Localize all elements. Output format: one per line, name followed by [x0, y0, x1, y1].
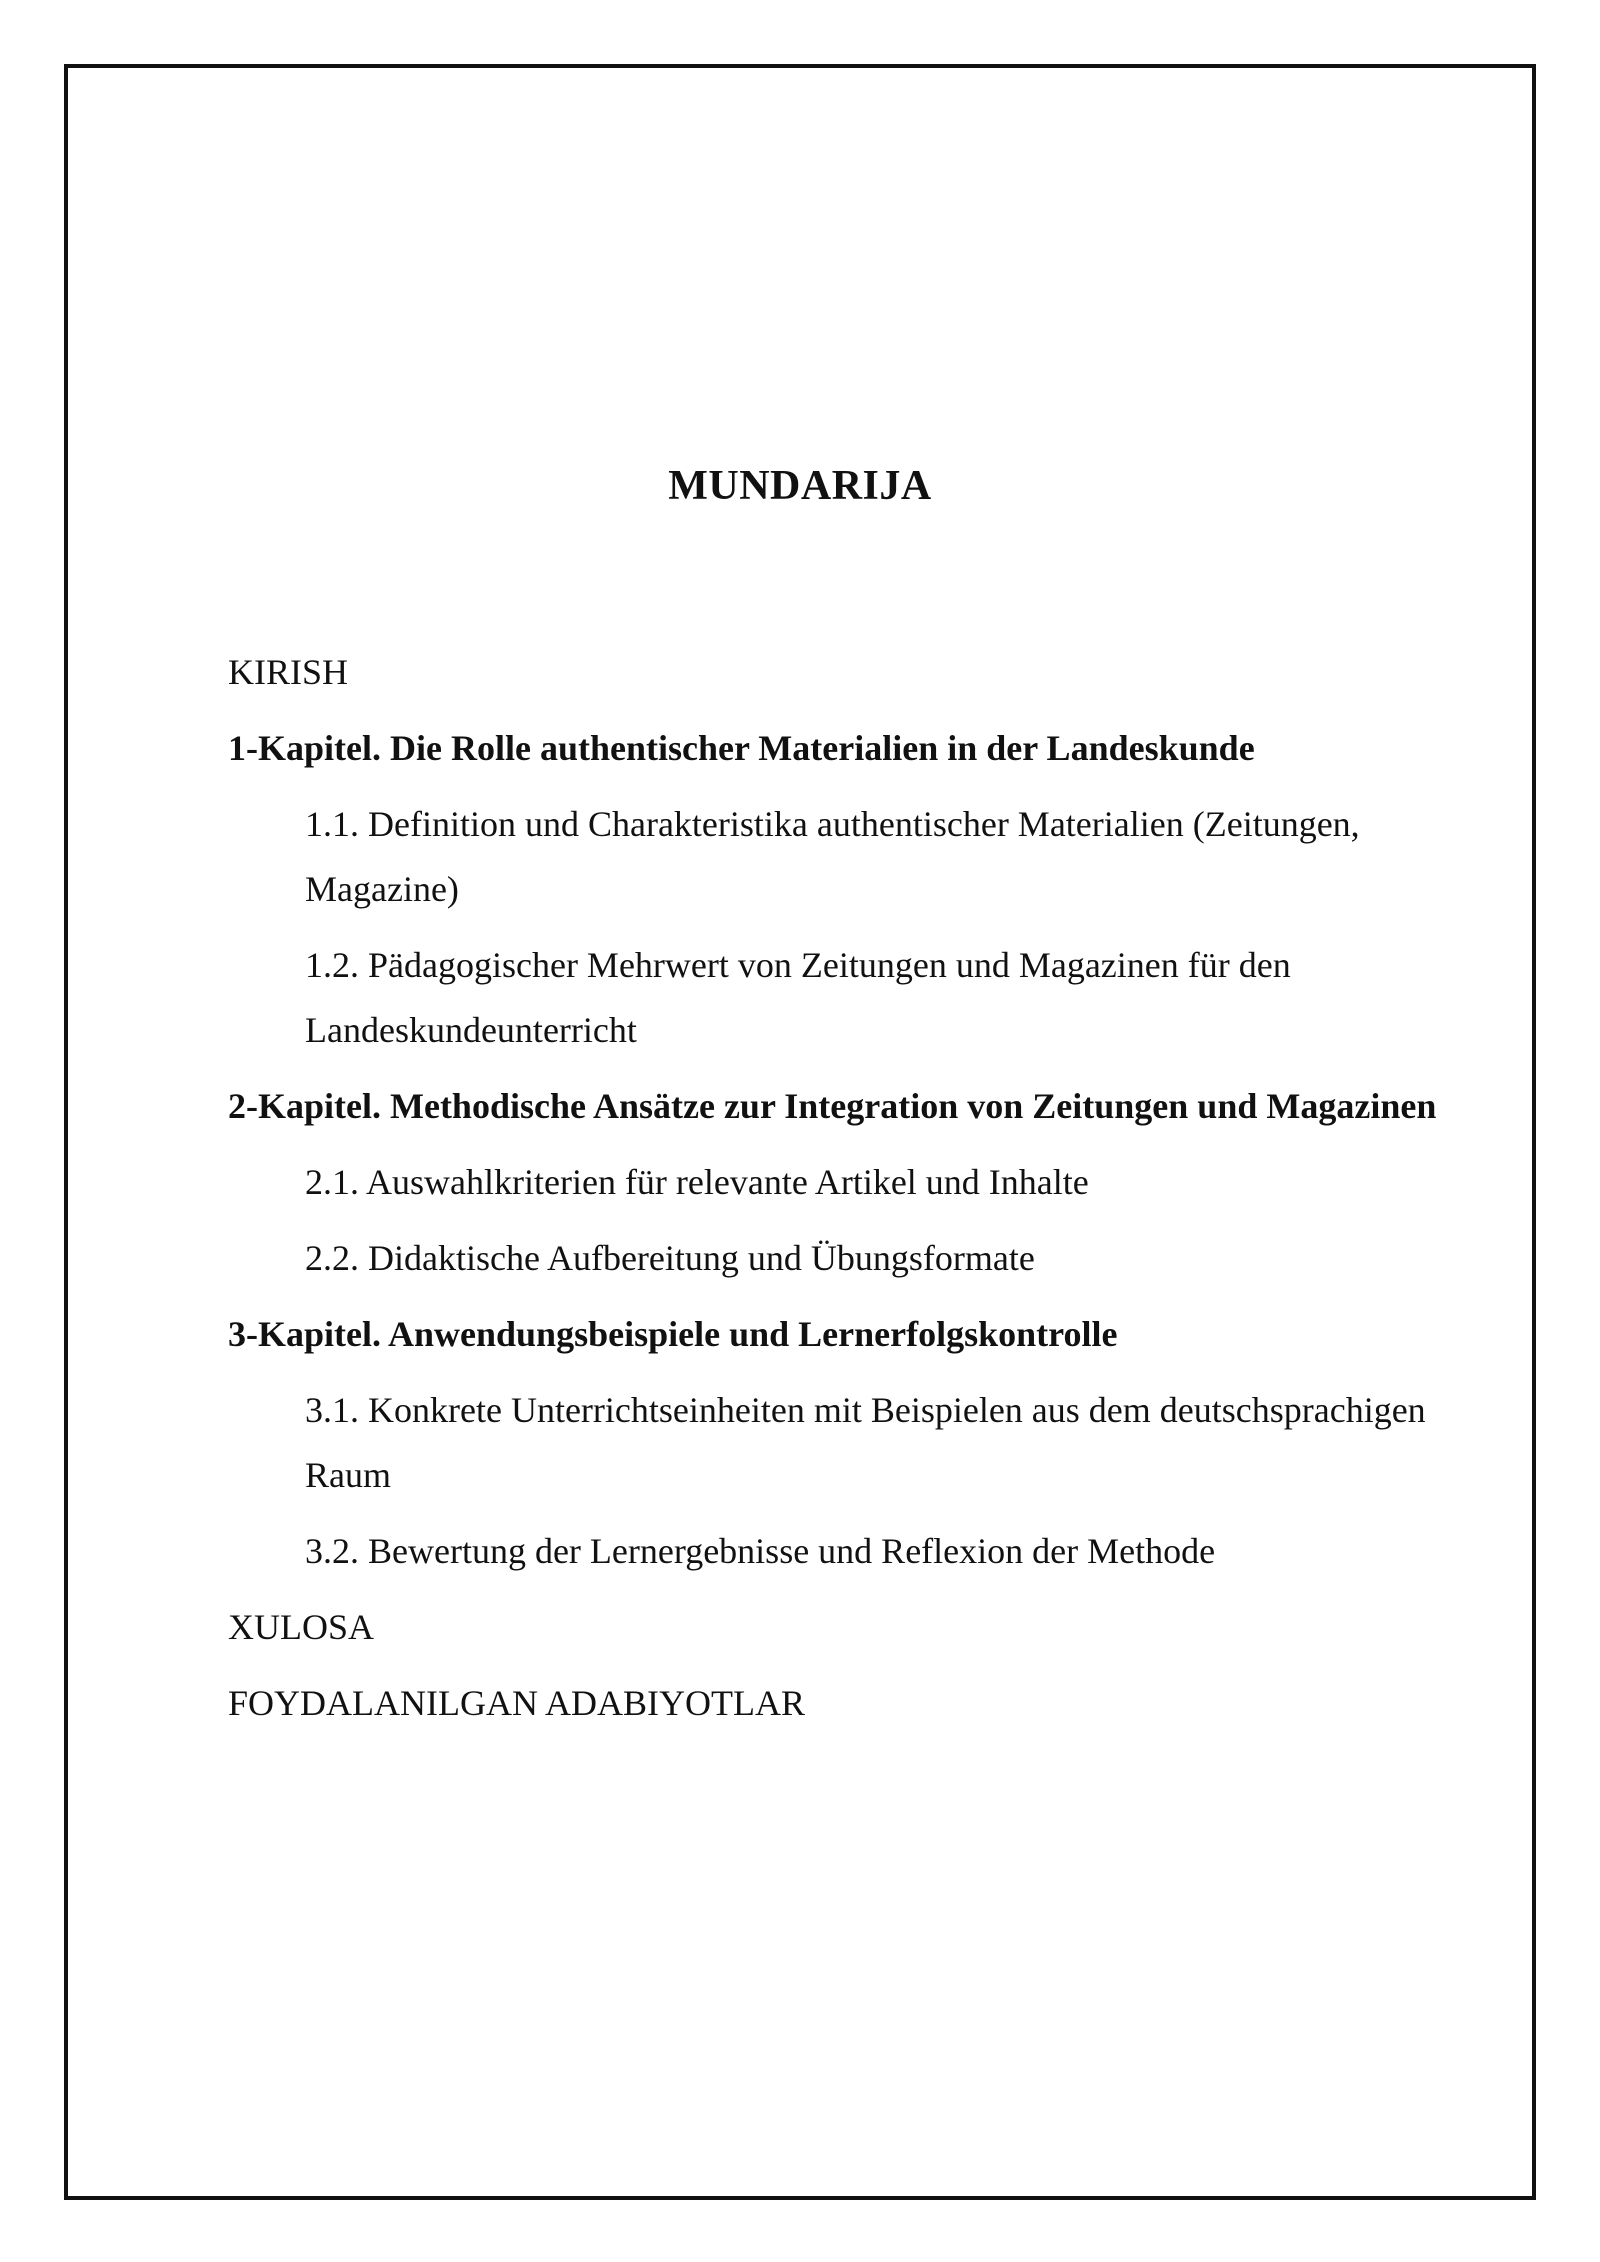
table-of-contents	[228, 640, 1488, 1747]
toc-entry-xulosa: XULOSA	[228, 1607, 375, 1647]
toc-section-2-2: 2.2. Didaktische Aufbereitung und Übungsformate	[305, 1238, 1035, 1278]
toc-chapter-1: 1-Kapitel. Die Rolle authentischer Materialien in der Landeskunde	[228, 728, 1255, 768]
toc-section-2-1: 2.1. Auswahlkriterien für relevante Artikel und Inhalte	[305, 1162, 1089, 1202]
toc-entry-kirish: KIRISH	[228, 652, 349, 692]
toc-entry-references: FOYDALANILGAN ADABIYOTLAR	[228, 1683, 805, 1723]
toc-section-1-2: 1.2. Pädagogischer Mehrwert von Zeitungen und Magazinen für den Landeskundeunterricht	[305, 945, 1291, 1050]
toc-chapter-2: 2-Kapitel. Methodische Ansätze zur Integration von Zeitungen und Magazinen	[228, 1086, 1437, 1126]
toc-section-1-1: 1.1. Definition und Charakteristika authentischer Materialien (Zeitungen, Magazine)	[305, 804, 1360, 909]
toc-chapter-3: 3-Kapitel. Anwendungsbeispiele und Lernerfolgskontrolle	[228, 1314, 1118, 1354]
toc-section-3-1: 3.1. Konkrete Unterrichtseinheiten mit Beispielen aus dem deutschsprachigen Raum	[305, 1390, 1426, 1495]
toc-section-3-2: 3.2. Bewertung der Lernergebnisse und Reflexion der Methode	[305, 1531, 1216, 1571]
page-title: MUNDARIJA	[668, 463, 932, 509]
